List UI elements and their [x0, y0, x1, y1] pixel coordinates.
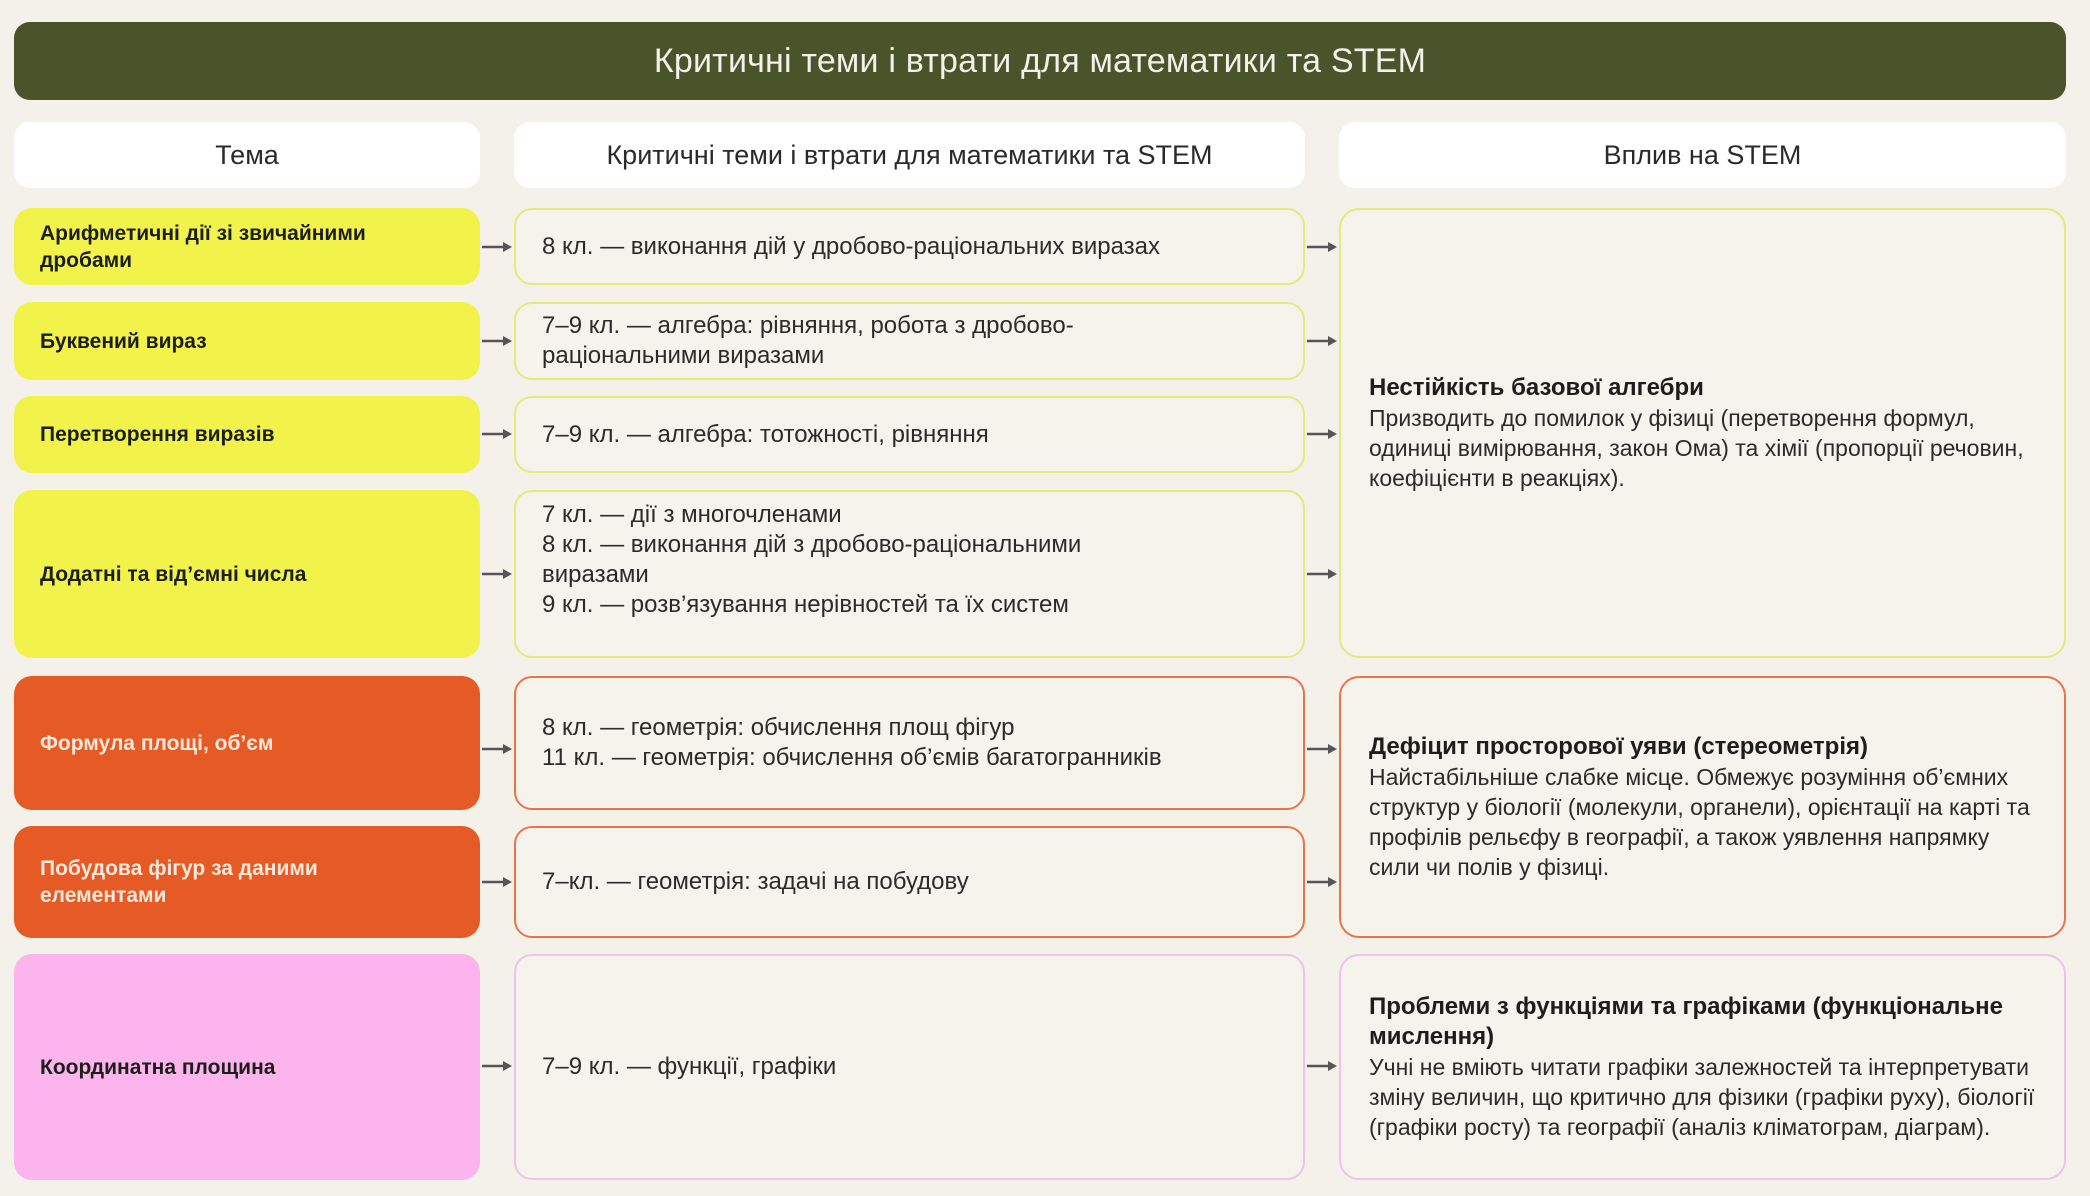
- topic-card: [14, 302, 480, 380]
- losses-line: 7–9 кл. — алгебра: рівняння, робота з дробово-раціональними виразами: [542, 312, 1074, 369]
- topic-card: [14, 954, 480, 1180]
- page-title: Критичні теми і втрати для математики та STEM: [653, 41, 1427, 80]
- topic-label: Арифметичні дії зі звичайними дробами: [40, 221, 366, 272]
- page-title-banner: [14, 22, 2066, 100]
- column-header-impact-label: Вплив на STEM: [1603, 139, 1802, 170]
- arrow-right-icon: [481, 876, 513, 888]
- arrow-right-icon: [1306, 568, 1338, 580]
- losses-card: [514, 826, 1305, 938]
- losses-card: [514, 954, 1305, 1180]
- topic-label: Перетворення виразів: [40, 423, 275, 446]
- losses-line: 9 кл. — розв’язування нерівностей та їх систем: [542, 591, 1069, 618]
- losses-line: 8 кл. — виконання дій у дробово-раціональних виразах: [542, 232, 1161, 260]
- topic-card: [14, 208, 480, 285]
- topic-label: Буквений вираз: [40, 329, 207, 353]
- topic-label: Формула площі, об’єм: [40, 731, 274, 755]
- impact-card: [1339, 676, 2066, 938]
- arrow-right-icon: [481, 428, 513, 440]
- losses-card: [514, 302, 1305, 380]
- arrow-right-icon: [481, 335, 513, 347]
- losses-line: 8 кл. — виконання дій з дробово-раціональними виразами: [542, 531, 1082, 588]
- arrow-right-icon: [481, 1060, 513, 1072]
- topic-card: [14, 490, 480, 658]
- topic-label: Побудова фігур за даними елементами: [40, 857, 318, 907]
- column-header-topic-label: Тема: [215, 139, 279, 170]
- arrow-right-icon: [1306, 876, 1338, 888]
- arrow-right-icon: [1306, 743, 1338, 755]
- losses-line: 7–9 кл. — алгебра: тотожності, рівняння: [542, 420, 989, 448]
- losses-line: 7 кл. — дії з многочленами: [542, 501, 842, 528]
- arrow-right-icon: [481, 743, 513, 755]
- impact-text: Найстабільніше слабке місце. Обмежує розуміння об’ємних структур у біології (молекули, органели), орієнтації на карті та профілів рельєфу в географії, а також уявлення напрямку сили чи полів у фізиці.: [1369, 764, 2030, 880]
- arrow-right-icon: [1306, 1060, 1338, 1072]
- losses-card: [514, 396, 1305, 473]
- impact-card: [1339, 954, 2066, 1180]
- arrow-right-icon: [1306, 428, 1338, 440]
- topic-card: [14, 676, 480, 810]
- arrow-right-icon: [1306, 241, 1338, 253]
- column-header-losses-label: Критичні теми і втрати для математики та STEM: [606, 139, 1213, 170]
- losses-line: 7–кл. — геометрія: задачі на побудову: [542, 868, 969, 895]
- losses-card: [514, 208, 1305, 285]
- topic-label: Додатні та від’ємні числа: [40, 562, 307, 586]
- impact-title: Нестійкість базової алгебри: [1369, 374, 1704, 401]
- topic-card: [14, 396, 480, 473]
- arrow-right-icon: [1306, 335, 1338, 347]
- losses-line: 8 кл. — геометрія: обчислення площ фігур: [542, 714, 1015, 741]
- topic-label: Координатна площина: [40, 1055, 276, 1079]
- impact-title: Проблеми з функціями та графіками (функціональне мислення): [1369, 993, 2003, 1050]
- impact-card: [1339, 208, 2066, 658]
- arrow-right-icon: [481, 241, 513, 253]
- impact-title: Дефіцит просторової уяви (стереометрія): [1369, 733, 1868, 760]
- column-header-topic: [14, 122, 480, 188]
- arrow-right-icon: [481, 568, 513, 580]
- impact-text: Учні не вміють читати графіки залежностей та інтерпретувати зміну величин, що критично для фізики (графіки руху), біології (графіки росту) та географії (аналіз кліматограм, діаграм).: [1369, 1054, 2035, 1140]
- column-header-impact: [1339, 122, 2066, 188]
- losses-card: [514, 676, 1305, 810]
- losses-line: 11 кл. — геометрія: обчислення об’ємів багатогранників: [542, 744, 1162, 771]
- losses-line: 7–9 кл. — функції, графіки: [542, 1053, 837, 1080]
- column-header-losses: [514, 122, 1305, 188]
- topic-card: [14, 826, 480, 938]
- impact-text: Призводить до помилок у фізиці (перетворення формул, одиниці вимірювання, закон Ома) та хімії (пропорції речовин, коефіцієнти в реакціях).: [1369, 405, 2024, 491]
- losses-card: [514, 490, 1305, 658]
